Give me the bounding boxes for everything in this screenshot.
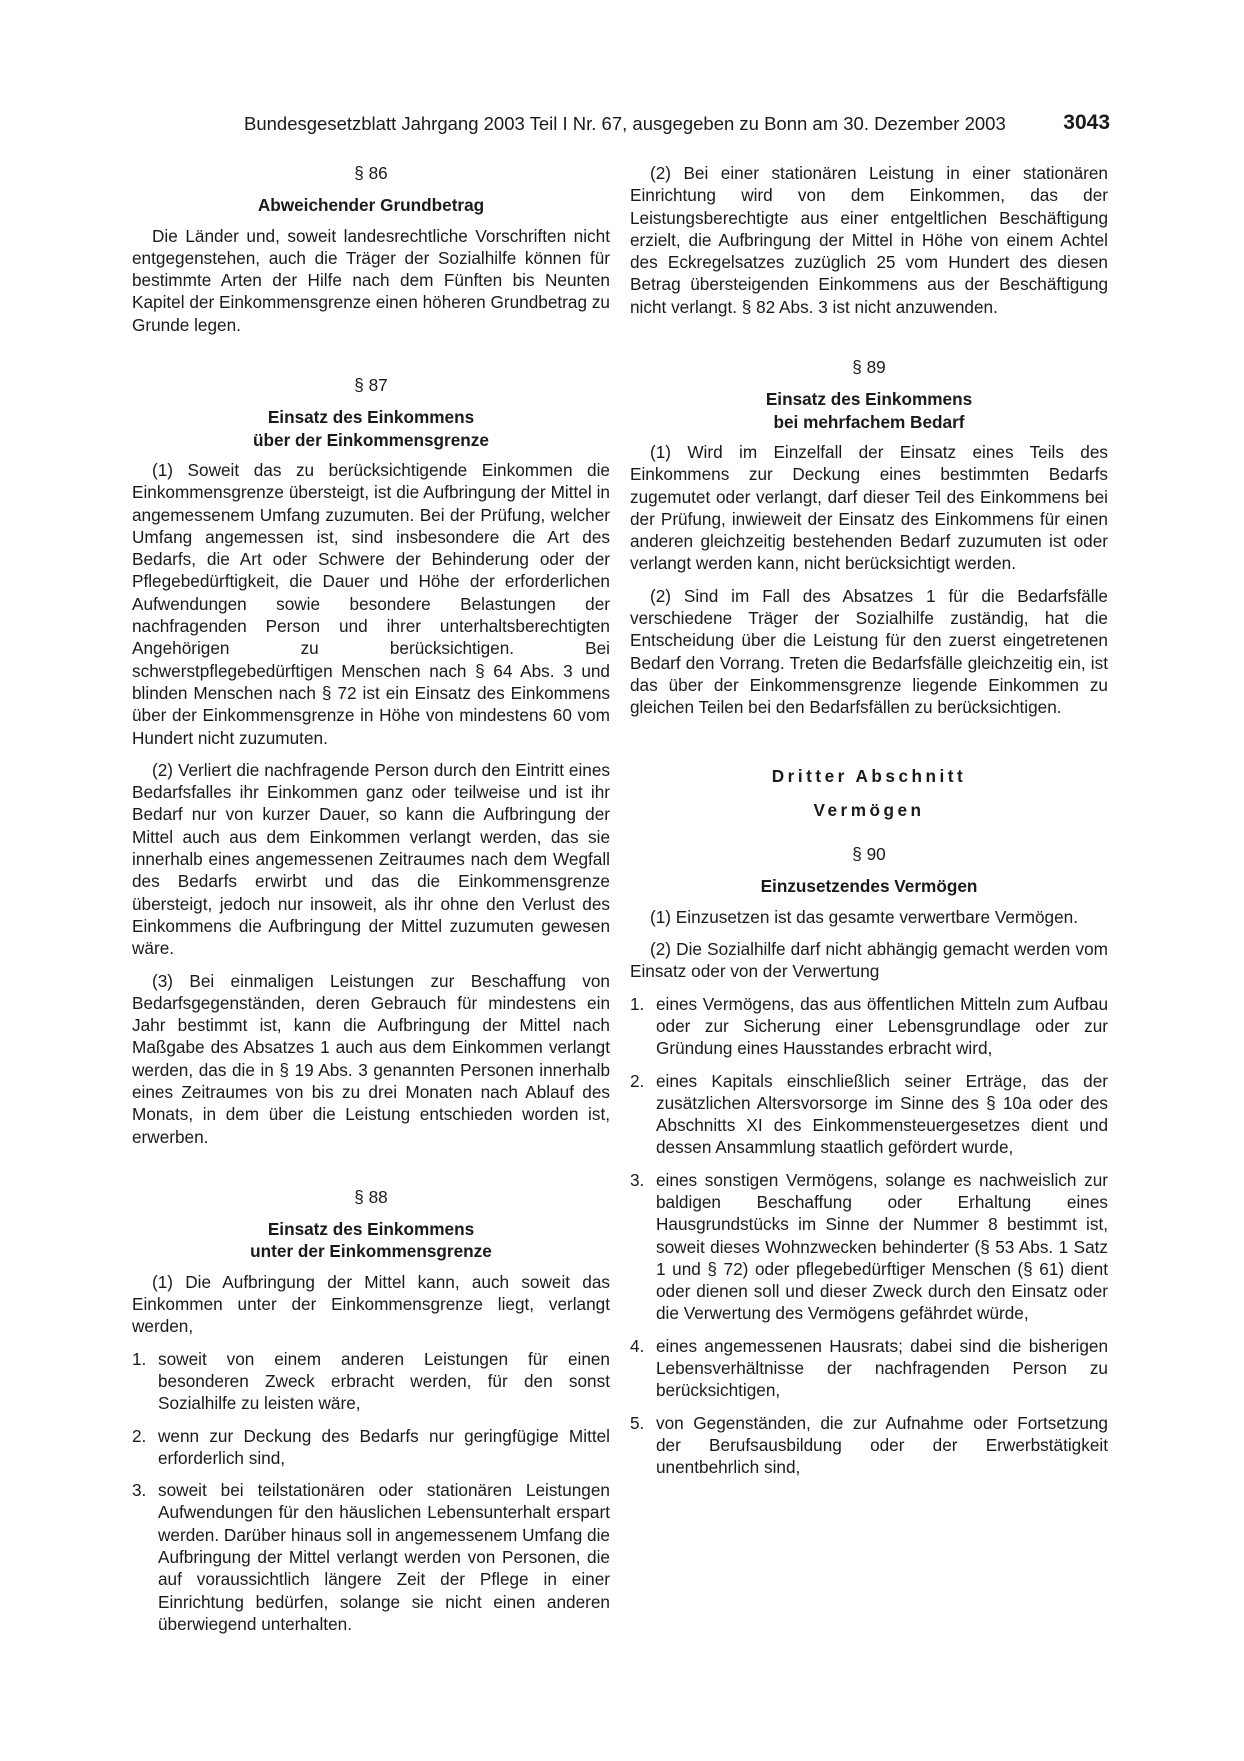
paragraph: (2) Die Sozialhilfe darf nicht abhängig gemacht werden vom Einsatz oder von der Verwertung — [630, 939, 1108, 982]
list-item-text: eines Kapitals einschließlich seiner Erträge, das der zusätzlichen Altersvorsorge im Sinne des § 10a oder des Abschnitts XI des Einkommensteuergesetzes dient und dessen Ansammlung staatlich gefördert wurde, — [656, 1070, 1108, 1158]
section-title: Einzusetzendes Vermögen — [760, 876, 978, 897]
list-item-number: 3. — [630, 1169, 645, 1190]
list-item-text: eines angemessenen Hausrats; dabei sind die bisherigen Lebensverhältnisse der nachfragenden Person zu berücksichtigen, — [656, 1335, 1108, 1401]
list-item — [630, 1070, 1108, 1159]
list-item-number: 5. — [630, 1412, 645, 1433]
list-item-text: eines Vermögens, das aus öffentlichen Mitteln zum Aufbau oder zur Sicherung einer Lebensgrundlage oder zur Gründung eines Hausstandes erbracht wird, — [656, 993, 1108, 1059]
section-number: § 87 — [354, 375, 388, 396]
list-item-number: 2. — [630, 1070, 645, 1091]
paragraph: (1) Einzusetzen ist das gesamte verwertbare Vermögen. — [650, 906, 1078, 927]
section-title — [630, 388, 1108, 433]
paragraph: Die Länder und, soweit landesrechtliche Vorschriften nicht entgegenstehen, auch die Träger der Sozialhilfe können für bestimmte Arten der Hilfe nach dem Fünften bis Neunten Kapitel der Einkommensgrenze einen höheren Grundbetrag zu Grunde legen. — [132, 225, 610, 335]
paragraph: (1) Die Aufbringung der Mittel kann, auch soweit das Einkommen unter der Einkommensgrenze liegt, verlangt werden, — [132, 1271, 610, 1337]
page-header — [244, 111, 1110, 137]
list-item — [630, 993, 1108, 1060]
section-title-line: Einsatz des Einkommens — [267, 1219, 475, 1240]
list-item-text: wenn zur Deckung des Bedarfs nur geringfügige Mittel erforderlich sind, — [158, 1425, 610, 1468]
paragraph: (2) Sind im Fall des Absatzes 1 für die Bedarfsfälle verschiedene Träger der Sozialhilfe zuständig, hat die Entscheidung über die Leistung für den zuerst eingetretenen Bedarf den Vorrang. Treten die Bedarfsfälle gleichzeitig ein, ist das über der Einkommensgrenze liegende Einkommen zu gleichen Teilen bei den Bedarfsfällen zu berücksichtigen. — [630, 585, 1108, 718]
list-item-number: 1. — [630, 993, 645, 1014]
list-item — [630, 1412, 1108, 1479]
list-item — [630, 1169, 1108, 1325]
section-86 — [132, 162, 610, 336]
page-number: 3043 — [1063, 111, 1110, 134]
section-number: § 89 — [852, 357, 886, 378]
section-title-line: Einsatz des Einkommens — [765, 389, 973, 410]
section-number: § 88 — [354, 1186, 388, 1207]
list-item — [132, 1348, 610, 1415]
section-90 — [630, 843, 1108, 1478]
section-number: § 90 — [852, 844, 886, 865]
section-title-line: unter der Einkommensgrenze — [250, 1241, 492, 1262]
list-item-text: soweit von einem anderen Leistungen für einen besonderen Zweck erbracht werden, für den sonst Sozialhilfe zu leisten wäre, — [158, 1348, 610, 1414]
paragraph: (3) Bei einmaligen Leistungen zur Beschaffung von Bedarfsgegenständen, deren Gebrauch für mindestens ein Jahr bestimmt ist, kann die Aufbringung der Mittel nach Maßgabe des Absatzes 1 auch aus dem Einkommen verlangt werden, das die in § 19 Abs. 3 genannten Personen innerhalb eines Zeitraumes von bis zu drei Monaten nach Ablauf des Monats, in dem über die Leistung entschieden worden ist, erwerben. — [132, 970, 610, 1147]
section-title: Abweichender Grundbetrag — [257, 195, 485, 216]
header-title: Bundesgesetzblatt Jahrgang 2003 Teil I Nr. 67, ausgegeben zu Bonn am 30. Dezember 2003 — [244, 113, 1006, 134]
enumerated-list — [132, 1348, 610, 1636]
paragraph: (2) Bei einer stationären Leistung in einer stationären Einrichtung wird von dem Einkommen, das der Leistungsberechtigte aus einer entgeltlichen Beschäftigung erzielt, die Aufbringung der Mittel in Höhe von einem Achtel des Eckregelsatzes zuzüglich 25 vom Hundert des diesen Betrag übersteigenden Einkommens aus der Beschäftigung nicht verlangt. § 82 Abs. 3 ist nicht anzuwenden. — [630, 163, 1108, 317]
left-column — [132, 162, 610, 1645]
list-item — [630, 1335, 1108, 1402]
list-item — [132, 1479, 610, 1635]
section-title — [132, 406, 610, 451]
section-89 — [630, 356, 1108, 718]
list-item-text: von Gegenständen, die zur Aufnahme oder Fortsetzung der Berufsausbildung oder der Erwerbstätigkeit unentbehrlich sind, — [656, 1412, 1108, 1478]
list-item-number: 2. — [132, 1425, 147, 1446]
section-87 — [132, 374, 610, 1148]
right-column — [630, 162, 1108, 1489]
paragraph: (1) Wird im Einzelfall der Einsatz eines Teils des Einkommens zur Deckung eines bestimmten Bedarfs zugemutet oder verlangt, darf dieser Teil des Einkommens bei der Prüfung, inwieweit der Einsatz des Einkommens für einen anderen gleichzeitig bestehenden Bedarf zuzumuten ist oder verlangt werden kann, nicht berücksichtigt werden. — [630, 441, 1108, 574]
section-number: § 86 — [354, 163, 388, 183]
list-item — [132, 1425, 610, 1470]
list-item-number: 1. — [132, 1348, 147, 1369]
chapter-name: Dritter Abschnitt — [771, 765, 967, 786]
paragraph: (2) Verliert die nachfragende Person durch den Eintritt eines Bedarfsfalles ihr Einkommen ganz oder teilweise und ist ihr Bedarf nur von kurzer Dauer, so kann die Aufbringung der Mittel auch aus dem Einkommen verlangt werden, das sie innerhalb eines angemessenen Zeitraumes nach dem Wegfall des Bedarfs erwirbt und das die Einkommensgrenze übersteigt, jedoch nur insoweit, als ihr ohne den Verlust des Einkommens die Aufbringung der Mittel zuzumuten gewesen wäre. — [132, 759, 610, 959]
enumerated-list — [630, 993, 1108, 1479]
chapter-subtitle: Vermögen — [813, 799, 925, 820]
paragraph: (1) Soweit das zu berücksichtigende Einkommen die Einkommensgrenze übersteigt, ist die Aufbringung der Mittel in angemessenem Umfang zuzumuten. Bei der Prüfung, welcher Umfang angemessen ist, sind insbesondere die Art des Bedarfs, die Art oder Schwere der Behinderung oder der Pflegebedürftigkeit, die Dauer und Höhe der erforderlichen Aufwendungen sowie besondere Belastungen der nachfragenden Person und ihrer unterhaltsberechtigten Angehörigen zu berücksichtigen. Bei schwerstpflegebedürftigen Menschen nach § 64 Abs. 3 und blinden Menschen nach § 72 ist ein Einsatz des Einkommens über der Einkommensgrenze in Höhe von mindestens 60 vom Hundert nicht zuzumuten. — [132, 459, 610, 748]
chapter-heading — [630, 765, 1108, 822]
list-item-number: 3. — [132, 1480, 147, 1501]
list-item-text: soweit bei teilstationären oder stationären Leistungen Aufwendungen für den häuslichen Lebensunterhalt erspart werden. Darüber hinaus soll in angemessenem Umfang die Aufbringung der Mittel verlangt werden von Personen, die auf voraussichtlich längere Zeit der Pflege in einer Einrichtung bedürfen, solange sie nicht einen anderen überwiegend unterhalten. — [158, 1480, 610, 1634]
section-title — [132, 1218, 610, 1263]
section-88 — [132, 1186, 610, 1635]
section-title-line: Einsatz des Einkommens — [267, 407, 475, 428]
list-item-text: eines sonstigen Vermögens, solange es nachweislich zur baldigen Beschaffung oder Erhaltung eines Hausgrundstücks im Sinne der Nummer 8 bestimmt ist, soweit dieses Wohnzwecken behinderter (§ 53 Abs. 1 Satz 1 und § 72) oder pflegebedürftiger Menschen (§ 61) dient oder dienen soll und dieser Zweck durch den Einsatz oder die Verwertung des Vermögens gefährdet würde, — [656, 1169, 1108, 1324]
list-item-number: 4. — [630, 1335, 645, 1356]
section-title-line: bei mehrfachem Bedarf — [773, 411, 965, 432]
section-title-line: über der Einkommensgrenze — [253, 429, 489, 450]
